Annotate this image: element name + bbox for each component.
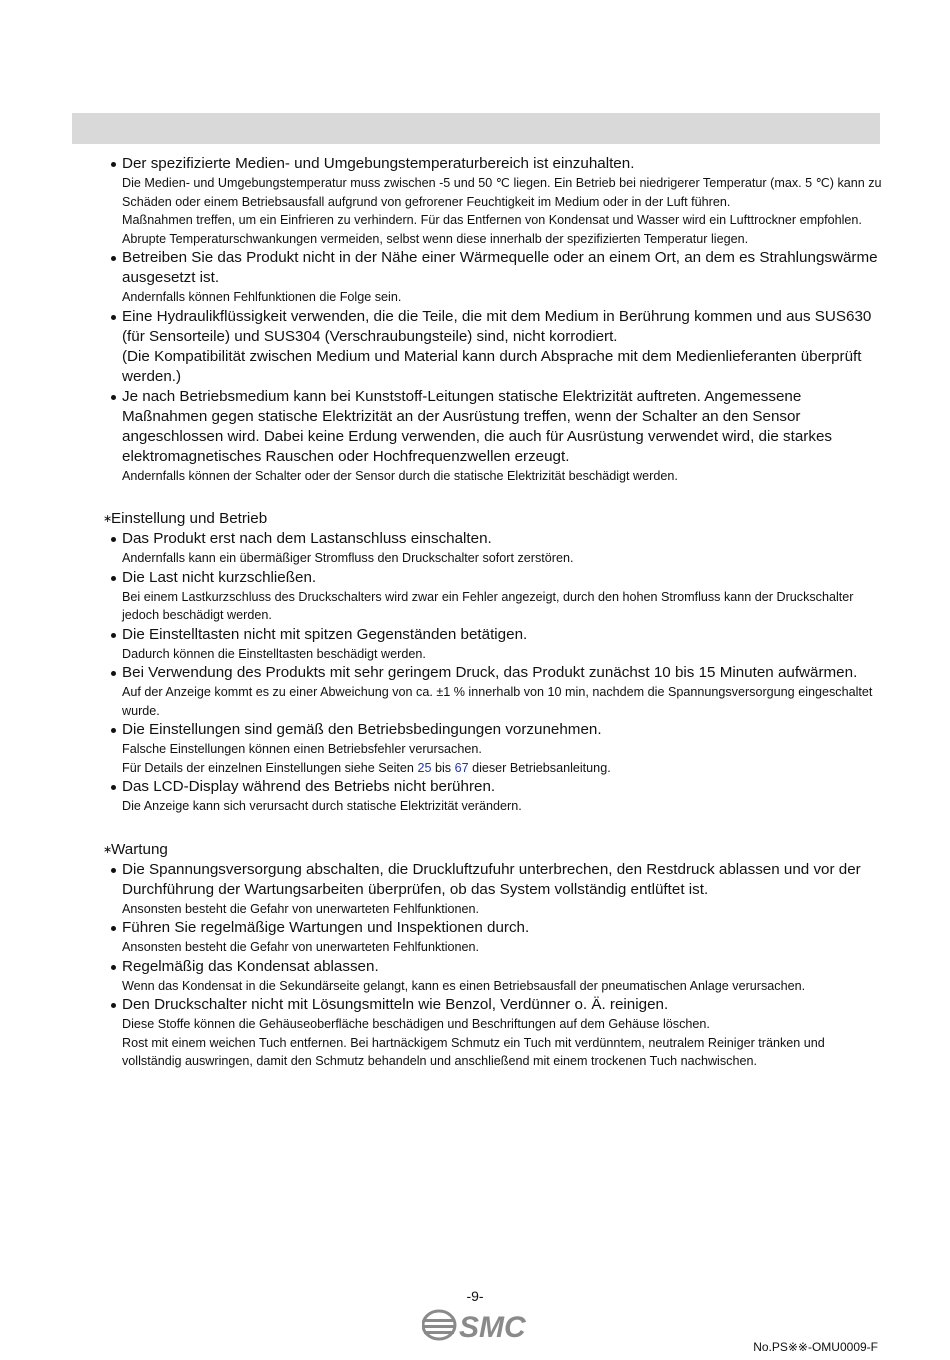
bullet-dot-icon <box>111 965 116 970</box>
bullet-note-text: Andernfalls kann ein übermäßiger Stromfluss den Druckschalter sofort zerstören. <box>122 551 574 565</box>
bullet-note-text: Ansonsten besteht die Gefahr von unerwarteten Fehlfunktionen. <box>122 901 480 916</box>
bullet-item <box>107 918 883 957</box>
page-link-end[interactable]: 67 <box>454 760 469 775</box>
bullet-item <box>107 387 883 486</box>
bullet-main-text: (Die Kompatibilität zwischen Medium und Material kann durch Absprache mit dem Medienlieferanten überprüft werden.) <box>122 347 862 385</box>
bullet-main-text: Betreiben Sie das Produkt nicht in der Nähe einer Wärmequelle oder an einem Ort, an dem es Strahlungswärme ausgesetzt ist. <box>122 249 878 286</box>
bullet-item <box>107 663 883 720</box>
page-reference-note <box>122 759 883 778</box>
bullet-note-text: Diese Stoffe können die Gehäuseoberfläche beschädigen und Beschriftungen auf dem Gehäuse löschen. <box>122 1017 710 1031</box>
bullet-dot-icon <box>111 868 116 873</box>
section-heading-settings <box>103 509 883 529</box>
bullet-dot-icon <box>111 256 116 261</box>
bullet-main-text: Eine Hydraulikflüssigkeit verwenden, die die Teile, die mit dem Medium in Berührung kommen und aus SUS630 (für Sensorteile) und SUS304 (Verschraubungsteile) sind, nicht korrodiert. <box>122 307 872 345</box>
note-text: Für Details der einzelnen Einstellungen siehe Seiten <box>122 760 418 775</box>
section-title: Einstellung und Betrieb <box>111 510 268 527</box>
bullet-note-text: Auf der Anzeige kommt es zu einer Abweichung von ca. ±1 % innerhalb von 10 min, nachdem die Spannungsversorgung eingeschaltet wurde. <box>122 685 873 718</box>
bullet-item <box>107 529 883 568</box>
bullet-note-text: Abrupte Temperaturschwankungen vermeiden, selbst wenn diese innerhalb der spezifizierten Temperatur liegen. <box>122 231 749 246</box>
bullet-item <box>107 248 883 307</box>
bullet-item <box>107 568 883 625</box>
bullet-main-text: Die Last nicht kurzschließen. <box>122 568 317 586</box>
asterisk-icon: ∗ <box>103 843 113 856</box>
section-title: Wartung <box>111 840 168 858</box>
bullet-main-text: Regelmäßig das Kondensat ablassen. <box>122 957 379 975</box>
asterisk-icon: ∗ <box>103 513 113 525</box>
note-text: bis <box>431 760 455 775</box>
bullet-main-text: Das Produkt erst nach dem Lastanschluss einschalten. <box>122 530 492 547</box>
bullet-item <box>107 957 883 996</box>
bullet-note-text: Rost mit einem weichen Tuch entfernen. Bei hartnäckigem Schmutz ein Tuch mit verdünntem, neutralem Reiniger tränken und vollständig auswringen, damit den Schmutz behandeln und anschließend mit einem trockenen Tuch nachwischen. <box>122 1035 825 1068</box>
bullet-main-text: Je nach Betriebsmedium kann bei Kunststoff-Leitungen statische Elektrizität auftreten. Angemessene Maßnahmen gegen statische Elektrizität an der Ausrüstung treffen, wenn der Schalter an den Sensor angeschlossen wird. Dabei keine Erdung verwenden, die auch für Ausrüstung verwendet wird, die starkes elektromagnetisches Rauschen oder Hochfrequenzwellen erzeugt. <box>122 387 832 465</box>
bullet-note-text: Andernfalls können Fehlfunktionen die Folge sein. <box>122 290 402 304</box>
bullet-main-text: Der spezifizierte Medien- und Umgebungstemperaturbereich ist einzuhalten. <box>122 155 635 172</box>
bullet-dot-icon <box>111 785 116 790</box>
page-number: -9- <box>466 1288 484 1304</box>
document-number: No.PS※※-OMU0009-F <box>753 1340 878 1354</box>
bullet-item <box>107 625 883 664</box>
bullet-item <box>107 720 883 777</box>
bullet-main-text: Die Spannungsversorgung abschalten, die Druckluftzufuhr unterbrechen, den Restdruck ablassen und vor der Durchführung der Wartungsarbeiten überprüfen, ob das System vollständig entlüftet ist. <box>122 860 861 898</box>
bullet-note-text: Dadurch können die Einstelltasten beschädigt werden. <box>122 646 426 661</box>
bullet-note-text: Die Medien- und Umgebungstemperatur muss zwischen -5 und 50 ℃ liegen. Ein Betrieb bei niedrigerer Temperatur (max. 5 ℃) kann zu Schäden oder einem Betriebsausfall aufgrund von gefrorener Feuchtigkeit im Medium oder in der Luft führen. <box>122 176 882 209</box>
bullet-dot-icon <box>111 576 116 581</box>
bullet-dot-icon <box>111 315 116 320</box>
section-heading-maintenance <box>103 840 883 860</box>
bullet-item <box>107 777 883 816</box>
bullet-main-text: Das LCD-Display während des Betriebs nicht berühren. <box>122 778 496 795</box>
bullet-note-text: Bei einem Lastkurzschluss des Druckschalters wird zwar ein Fehler angezeigt, durch den hohen Stromfluss kann der Druckschalter jedoch beschädigt werden. <box>122 589 854 622</box>
smc-logo <box>422 1308 532 1342</box>
bullet-dot-icon <box>111 926 116 931</box>
bullet-item <box>107 307 883 387</box>
bullet-note-text: Maßnahmen treffen, um ein Einfrieren zu verhindern. Für das Entfernen von Kondensat und Wasser wird ein Lufttrockner empfohlen. <box>122 213 862 227</box>
bullet-dot-icon <box>111 537 116 542</box>
bullet-main-text: Die Einstellungen sind gemäß den Betriebsbedingungen vorzunehmen. <box>122 721 602 738</box>
bullet-note-text: Ansonsten besteht die Gefahr von unerwarteten Fehlfunktionen. <box>122 940 480 954</box>
bullet-dot-icon <box>111 395 116 400</box>
bullet-main-text: Führen Sie regelmäßige Wartungen und Inspektionen durch. <box>122 919 530 936</box>
bullet-item <box>107 995 883 1071</box>
bullet-note-text: Wenn das Kondensat in die Sekundärseite gelangt, kann es einen Betriebsausfall der pneumatischen Anlage verursachen. <box>122 978 806 993</box>
document-body <box>103 154 883 1071</box>
bullet-main-text: Den Druckschalter nicht mit Lösungsmitteln wie Benzol, Verdünner o. Ä. reinigen. <box>122 996 669 1013</box>
bullet-dot-icon <box>111 633 116 638</box>
page-link-start[interactable]: 25 <box>417 760 432 775</box>
bullet-item <box>107 154 883 248</box>
section-header-band <box>72 113 880 144</box>
bullet-dot-icon <box>111 671 116 676</box>
bullet-item <box>107 860 883 919</box>
bullet-dot-icon <box>111 728 116 733</box>
bullet-note-text: Falsche Einstellungen können einen Betriebsfehler verursachen. <box>122 742 482 756</box>
bullet-note-text: Andernfalls können der Schalter oder der Sensor durch die statische Elektrizität beschädigt werden. <box>122 468 678 483</box>
bullet-main-text: Bei Verwendung des Produkts mit sehr geringem Druck, das Produkt zunächst 10 bis 15 Minuten aufwärmen. <box>122 664 858 681</box>
bullet-dot-icon <box>111 1003 116 1008</box>
bullet-note-text: Die Anzeige kann sich verursacht durch statische Elektrizität verändern. <box>122 799 522 813</box>
note-text: dieser Betriebsanleitung. <box>468 760 611 775</box>
bullet-dot-icon <box>111 162 116 167</box>
bullet-main-text: Die Einstelltasten nicht mit spitzen Gegenständen betätigen. <box>122 625 528 643</box>
logo-text: SMC <box>459 1311 526 1342</box>
